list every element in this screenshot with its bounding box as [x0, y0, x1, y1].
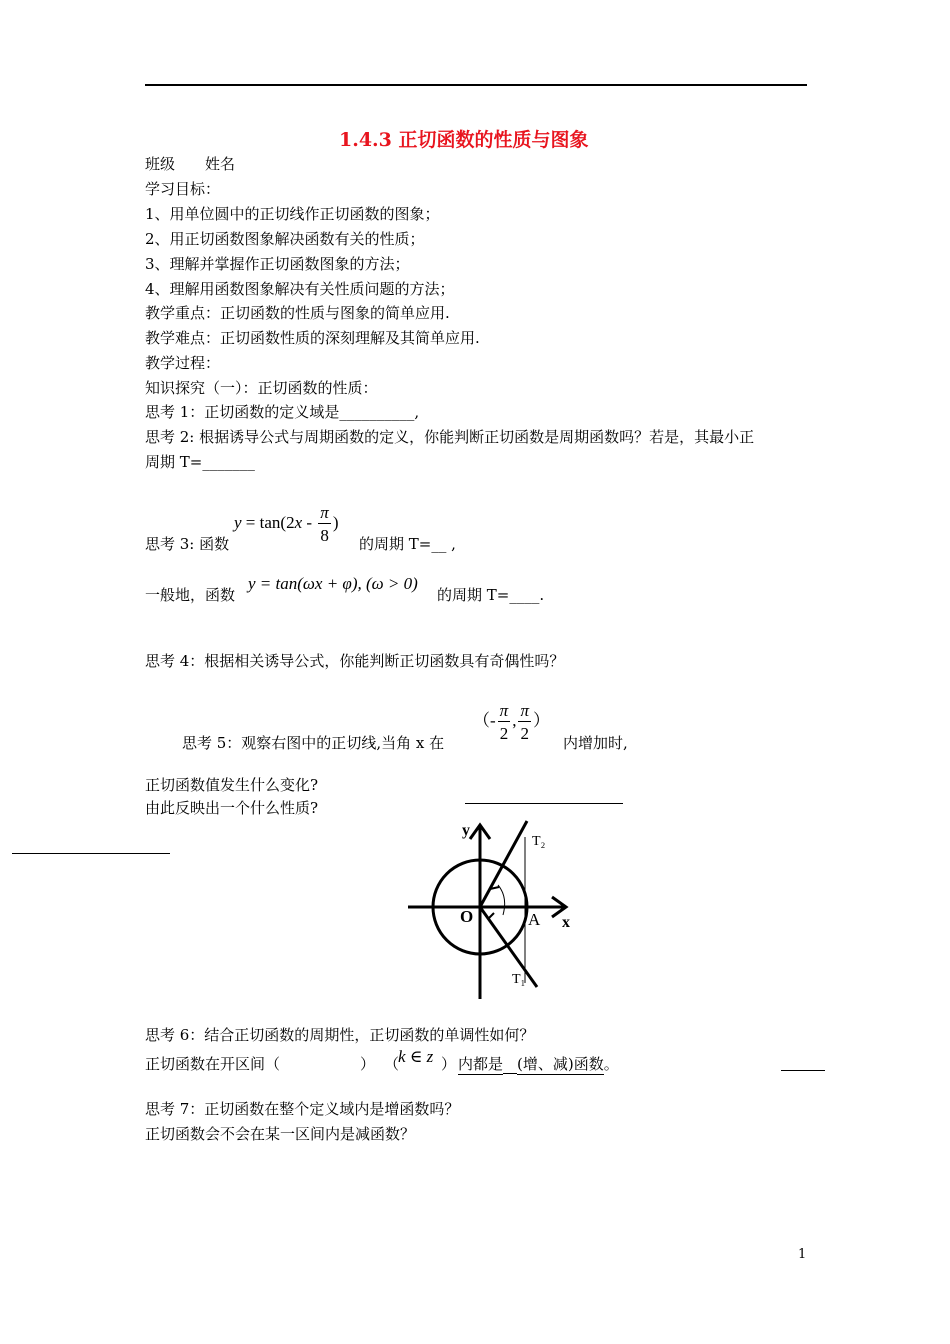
page-title: 1.4.3 正切函数的性质与图象 [339, 129, 589, 151]
decreasing-question: 正切函数会不会在某一区间内是减函数？ [145, 1125, 416, 1143]
think-4: 思考 4：根据相关诱导公式，你能判断正切函数具有奇偶性吗？ [145, 652, 565, 670]
key-point: 教学重点：正切函数的性质与图象的简单应用. [145, 304, 450, 322]
answer-line [781, 1070, 825, 1071]
think-3-formula [234, 504, 339, 544]
tangent-line-figure [400, 815, 590, 1005]
period: 。 [603, 1055, 619, 1073]
formula-tan: = tan(2 [241, 512, 295, 532]
think-7: 思考 7：正切函数在整个定义域内是增函数吗？ [145, 1100, 460, 1118]
think-6: 思考 6：结合正切函数的周期性，正切函数的单调性如何？ [145, 1026, 535, 1044]
interval-close: ） [360, 1055, 376, 1073]
point-a-label: A [528, 910, 541, 929]
tick-mark [488, 913, 494, 919]
neg-pi-over-2-fraction: $\frac{\pi}{2}$ [499, 701, 509, 743]
question-property: 由此反映出一个什么性质? [145, 799, 319, 817]
k-open: （ [384, 1055, 400, 1073]
think-5-interval [473, 702, 550, 742]
formula-x: x [294, 512, 303, 532]
minus-sign: - [490, 710, 496, 730]
think-1: 思考 1：正切函数的定义域是__________, [145, 403, 420, 421]
think-5-prefix: 思考 5：观察右图中的正切线,当角 x 在 [182, 734, 445, 752]
question-change: 正切函数值发生什么变化? [145, 776, 319, 794]
open-paren: （ [473, 710, 490, 730]
interval-prefix: 正切函数在开区间（ [145, 1055, 281, 1073]
process-heading: 教学过程： [145, 354, 221, 372]
objective-item: 3、理解并掌握作正切函数图象的方法； [145, 255, 410, 273]
objectives-heading: 学习目标： [145, 180, 221, 198]
general-suffix: 的周期 T=____. [437, 586, 545, 604]
think-3-prefix: 思考 3: 函数 [145, 535, 230, 553]
general-prefix: 一般地，函数 [145, 586, 236, 604]
formula-close: ) [332, 512, 339, 532]
point-t2-label: T₂ [532, 834, 546, 849]
header-rule [145, 84, 807, 86]
close-paren: ） [532, 710, 550, 730]
formula-minus: - [302, 512, 317, 532]
interval-suffix [458, 1053, 619, 1075]
interval-suffix-plain: 内都是 [458, 1055, 504, 1073]
class-name-line: 班级 姓名 [145, 155, 236, 173]
formula-y: y [234, 512, 242, 532]
blank-space [503, 1055, 517, 1074]
page-number: 1 [798, 1247, 807, 1262]
origin-label: O [460, 907, 474, 926]
answer-line [12, 853, 170, 854]
think-5-suffix: 内增加时, [563, 734, 628, 752]
point-t1-label: T₁ [512, 972, 526, 987]
general-formula: y = tan(ωx + φ), (ω > 0) [248, 574, 418, 593]
think-2-line-2: 周期 T=_______ [145, 453, 255, 471]
k-formula: k ∈ z [398, 1047, 434, 1066]
explore-heading: 知识探究（一）：正切函数的性质： [145, 379, 378, 397]
angle-arc [498, 885, 505, 915]
y-axis-label: y [462, 822, 470, 839]
pi-over-2-fraction: $\frac{\pi}{2}$ [520, 701, 529, 743]
comma: , [512, 710, 517, 730]
objective-item: 4、理解用函数图象解决有关性质问题的方法； [145, 280, 455, 298]
x-axis-label: x [562, 914, 570, 931]
objective-item: 2、用正切函数图象解决函数有关的性质； [145, 230, 425, 248]
answer-line [465, 803, 623, 804]
pi-over-8-fraction: $\frac{\pi}{8}$ [320, 503, 329, 545]
think-2-line-1: 思考 2: 根据诱导公式与周期函数的定义，你能判断正切函数是周期函数吗？若是，其最小正 [145, 428, 755, 446]
k-close: ） [441, 1055, 457, 1073]
difficulty: 教学难点：正切函数性质的深刻理解及其简单应用. [145, 329, 480, 347]
think-3-suffix: 的周期 T=__ , [359, 535, 456, 553]
increase-decrease-fill: (增、减)函数 [517, 1055, 604, 1073]
objective-item: 1、用单位圆中的正切线作正切函数的图象； [145, 205, 440, 223]
